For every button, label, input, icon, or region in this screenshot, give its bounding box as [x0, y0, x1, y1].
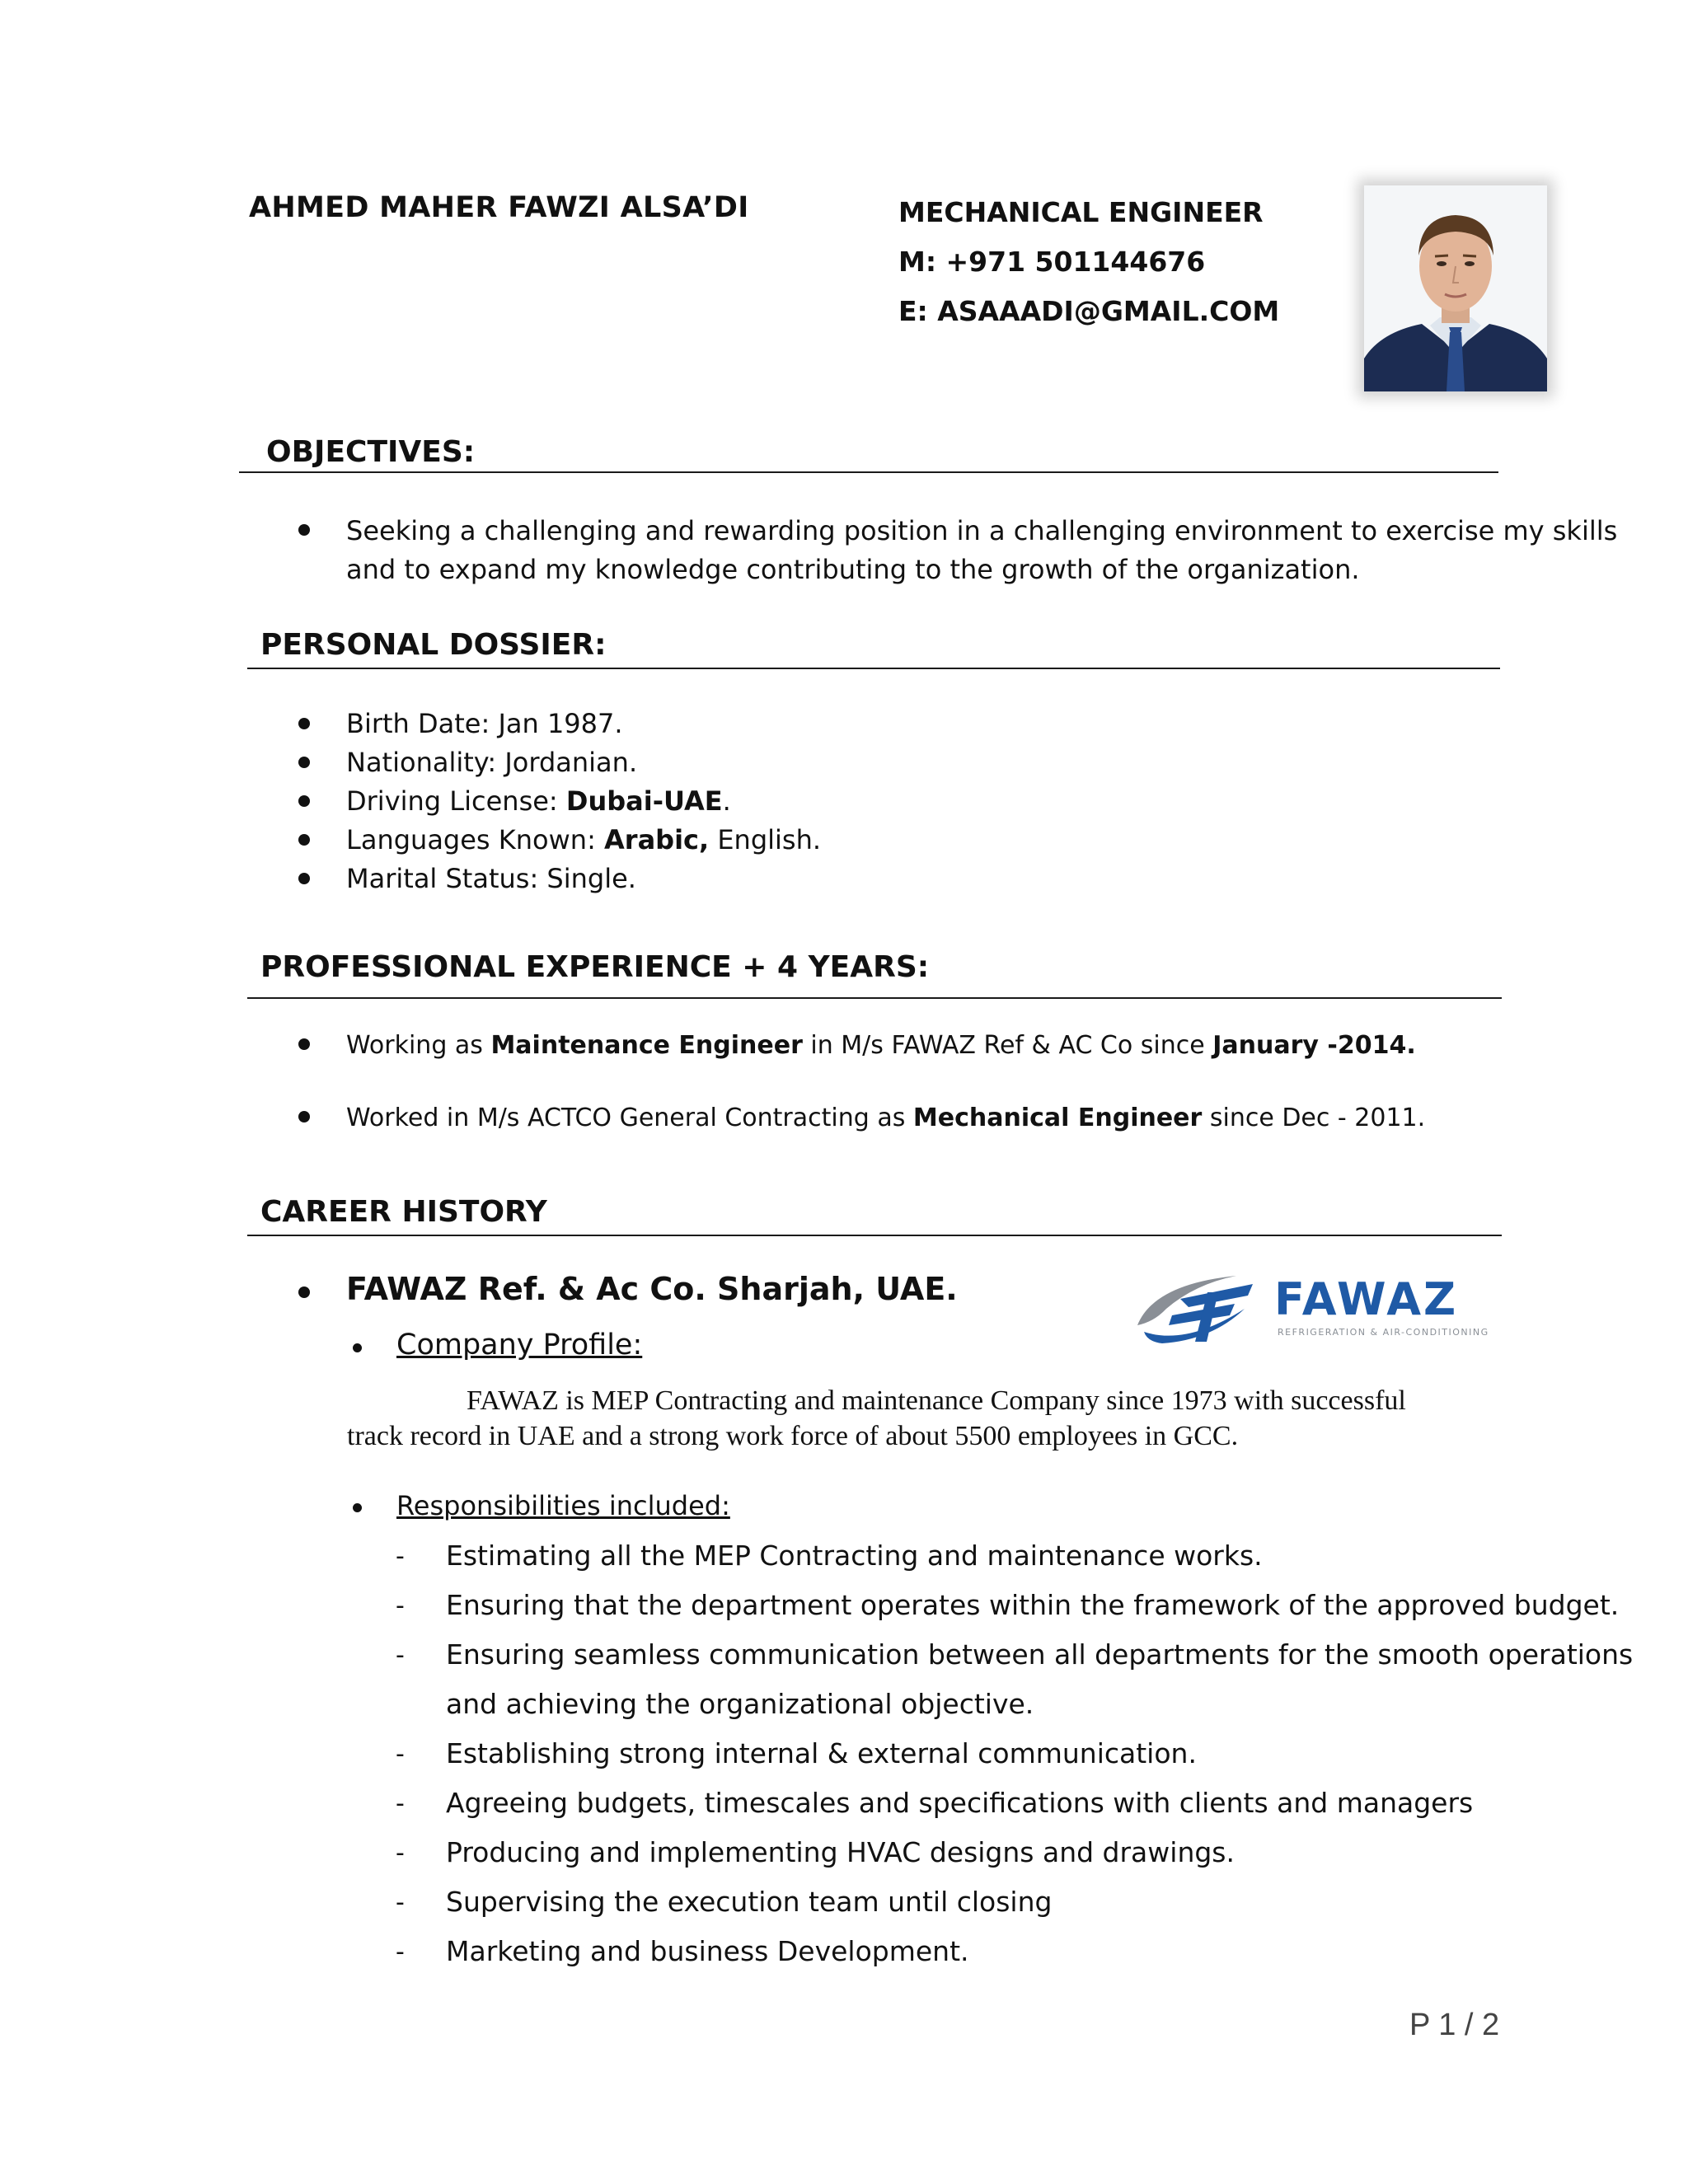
dossier-heading: PERSONAL DOSSIER: [260, 628, 607, 662]
responsibility-item: Establishing strong internal & external communication. [446, 1737, 1197, 1769]
exp1-role: Maintenance Engineer [490, 1031, 803, 1060]
experience-item-2 [346, 1099, 1425, 1137]
bullet-icon [298, 1038, 310, 1050]
responsibility-item-continued: and achieving the organizational objective. [446, 1688, 1034, 1720]
exp1-date: January -2014. [1212, 1031, 1416, 1060]
responsibility-item: Estimating all the MEP Contracting and maintenance works. [446, 1540, 1263, 1572]
dash-marker: - [396, 1591, 405, 1620]
responsibility-item: Ensuring seamless communication between all departments for the smooth operations [446, 1638, 1634, 1671]
languages-suffix: English. [709, 824, 822, 855]
dash-marker: - [396, 1542, 405, 1571]
career-heading: CAREER HISTORY [260, 1195, 547, 1229]
driving-license [346, 782, 731, 821]
bullet-icon [298, 1286, 310, 1298]
exp1-text-c: in M/s FAWAZ Ref & AC Co since [802, 1031, 1213, 1060]
bullet-icon [298, 757, 310, 768]
exp2-text-a: Worked in M/s ACTCO General Contracting as [346, 1104, 913, 1132]
company-profile-line-1: FAWAZ is MEP Contracting and maintenance Company since 1973 with successful [467, 1385, 1406, 1416]
exp2-text-c: since Dec - 2011. [1202, 1104, 1426, 1132]
bullet-icon [353, 1343, 362, 1352]
bullet-icon [353, 1503, 362, 1512]
experience-heading: PROFESSIONAL EXPERIENCE + 4 YEARS: [260, 950, 930, 984]
marital-status: Marital Status: Single. [346, 863, 636, 894]
candidate-name: AHMED MAHER FAWZI ALSA’DI [249, 191, 749, 224]
license-suffix: . [722, 785, 731, 817]
dash-marker: - [396, 1888, 405, 1917]
company-profile-line-2: track record in UAE and a strong work force of about 5500 employees in GCC. [347, 1421, 1239, 1451]
languages-prefix: Languages Known: [346, 824, 605, 855]
page-number: P 1 / 2 [1409, 2008, 1500, 2042]
logo-wordmark: FAWAZ [1274, 1273, 1459, 1325]
section-divider [239, 471, 1498, 473]
dash-marker: - [396, 1789, 405, 1818]
company-profile-label: Company Profile: [396, 1329, 643, 1361]
license-prefix: Driving License: [346, 785, 566, 817]
responsibility-item: Supervising the execution team until closing [446, 1886, 1053, 1918]
languages-known [346, 821, 821, 860]
birth-date: Birth Date: Jan 1987. [346, 708, 623, 739]
bullet-icon [298, 795, 310, 807]
bullet-icon [298, 834, 310, 846]
responsibility-item: Marketing and business Development. [446, 1935, 969, 1967]
languages-bold: Arabic, [604, 824, 710, 855]
fawaz-logo [1129, 1268, 1508, 1350]
dash-marker: - [396, 1839, 405, 1868]
bullet-icon [298, 1111, 310, 1122]
company-name: FAWAZ Ref. & Ac Co. Sharjah, UAE. [346, 1271, 958, 1307]
nationality: Nationality: Jordanian. [346, 747, 638, 778]
dash-marker: - [396, 1938, 405, 1966]
section-divider [247, 997, 1502, 999]
section-divider [247, 668, 1500, 669]
bullet-icon [298, 873, 310, 884]
mobile-number: M: +971 501144676 [898, 246, 1206, 278]
job-title: MECHANICAL ENGINEER [898, 196, 1264, 228]
section-divider [247, 1235, 1502, 1236]
responsibilities-label: Responsibilities included: [396, 1490, 730, 1521]
objectives-heading: OBJECTIVES: [266, 435, 476, 469]
exp1-text-a: Working as [346, 1031, 491, 1060]
license-value: Dubai-UAE [565, 785, 723, 817]
bullet-icon [298, 524, 310, 536]
responsibility-item: Ensuring that the department operates within the framework of the approved budget. [446, 1589, 1620, 1621]
dash-marker: - [396, 1641, 405, 1670]
experience-item-1 [346, 1026, 1416, 1065]
responsibility-item: Producing and implementing HVAC designs and drawings. [446, 1836, 1235, 1868]
exp2-role: Mechanical Engineer [912, 1104, 1203, 1132]
dash-marker: - [396, 1740, 405, 1769]
responsibility-item: Agreeing budgets, timescales and specifications with clients and managers [446, 1787, 1474, 1819]
logo-tagline: REFRIGERATION & AIR-CONDITIONING [1278, 1327, 1489, 1338]
objective-line-1: Seeking a challenging and rewarding position in a challenging environment to exercise my skills [346, 515, 1618, 546]
bullet-icon [298, 718, 310, 729]
objective-line-2: and to expand my knowledge contributing to the growth of the organization. [346, 554, 1360, 585]
email-address: E: ASAAADI@GMAIL.COM [898, 295, 1280, 327]
profile-photo [1364, 185, 1547, 391]
